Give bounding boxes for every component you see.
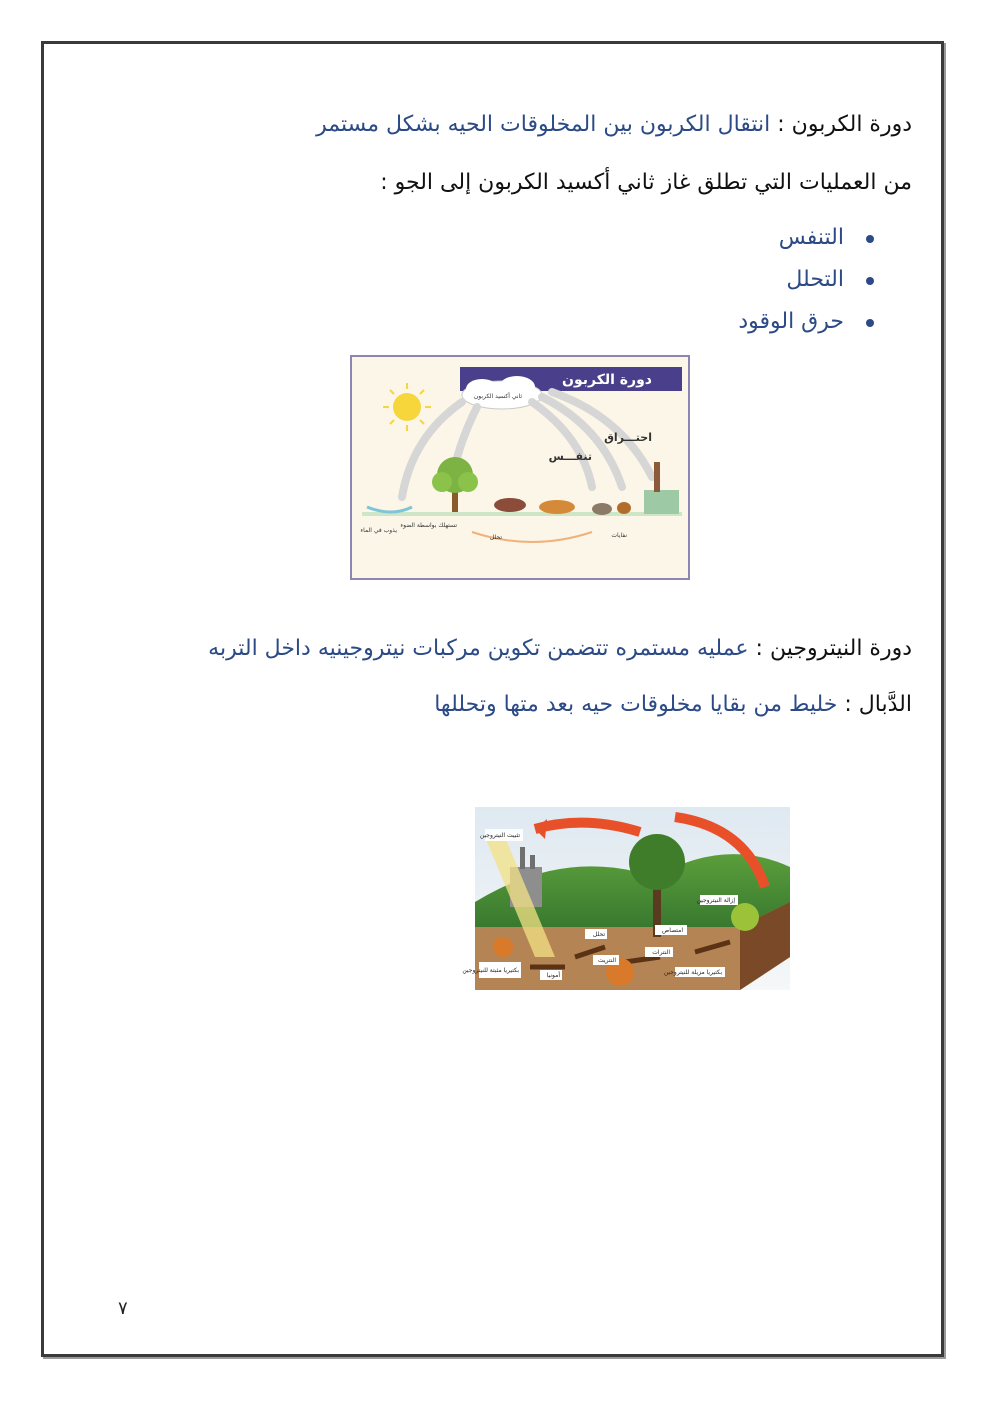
humus-definition-line [434,692,912,717]
processes-list [738,222,874,348]
figure-label: إزالة النيتروجين [696,897,735,904]
arrow-label-respiration: تنفـــس [548,450,592,463]
list-item [738,264,874,306]
nitrogen-definition-line [208,636,912,661]
figure-label: بكتيريا مزيلة للنيتروجين [663,969,722,976]
carbon-cycle-figure [350,355,690,580]
figure-label: أمونيا [546,972,560,979]
nitrogen-definition: عمليه مستمره تتضمن تكوين مركبات نيتروجينيه داخل التربه [208,636,749,661]
bullet-icon [866,277,874,285]
animal-icon [539,500,575,514]
process-label: التحلل [786,267,844,292]
ground-label: تحلل [489,534,502,541]
figure-label: النتريت [598,957,616,964]
bird-icon [617,502,631,514]
carbon-definition-line [316,112,912,137]
nitrogen-term: دورة النيتروجين : [755,636,912,661]
figure-label: النترات [652,949,670,956]
cloud-label: ثاني أكسيد الكربون [473,393,522,400]
figure-title: دورة الكربون [562,372,652,388]
figure-label: تحلل [592,931,605,938]
bullet-icon [866,235,874,243]
ground-label: نفايات [611,532,627,539]
figure-label: امتصاص [662,927,683,934]
nitrogen-cycle-figure [462,807,790,990]
list-item [738,306,874,348]
process-label: التنفس [778,225,844,250]
humus-definition: خليط من بقايا مخلوقات حيه بعد متها وتحللها [434,692,838,717]
carbon-term: دورة الكربون : [777,112,912,137]
figure-label: بكتيريا مثبتة للنيتروجين [462,967,519,974]
arrow-label-combustion: احتـــراق [604,431,652,444]
animal-icon [494,498,526,512]
processes-heading: من العمليات التي تطلق غاز ثاني أكسيد الكربون إلى الجو : [380,170,912,195]
humus-term: الدَّبال : [844,692,912,717]
carbon-definition: انتقال الكربون بين المخلوقات الحيه بشكل مستمر [316,112,771,137]
animal-icon [592,503,612,515]
ground-label: يذوب في الماء [360,527,397,534]
bacteria-icon [493,937,513,957]
process-label: حرق الوقود [738,309,844,334]
ground-label: تستهلك بواسطة الضوء [400,522,457,529]
page-number: ٧ [118,1298,128,1319]
figure-label: تثبيت النيتروجين [479,832,520,839]
list-item [738,222,874,264]
bacteria-icon [731,903,759,931]
bullet-icon [866,319,874,327]
